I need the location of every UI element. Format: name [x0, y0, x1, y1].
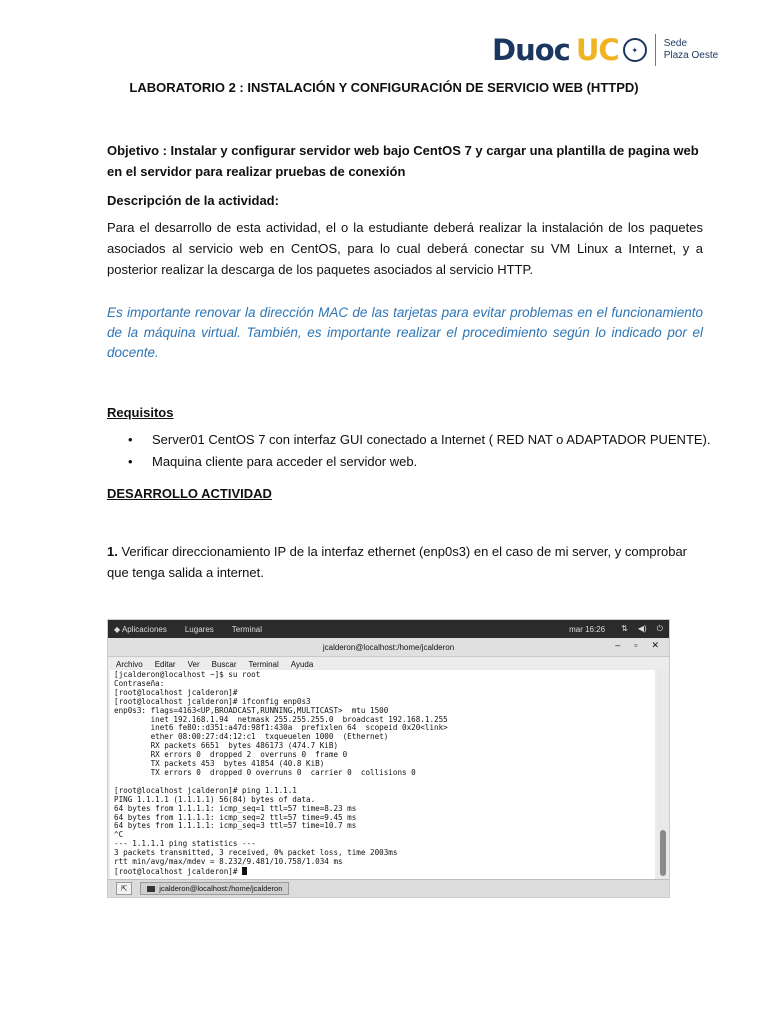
terminal-line: inet 192.168.1.94 netmask 255.255.255.0 broadcast 192.168.1.255 — [114, 714, 448, 724]
logo-divider — [655, 34, 656, 66]
terminal-line: ^C — [114, 830, 124, 840]
terminal-line: TX packets 453 bytes 41854 (40.8 KiB) — [114, 759, 325, 769]
gnome-top-bar — [108, 620, 669, 638]
terminal-line: 64 bytes from 1.1.1.1: icmp_seq=2 ttl=57 time=9.45 ms — [114, 812, 357, 822]
requisito-text: Maquina cliente para acceder el servidor web. — [152, 454, 418, 469]
terminal-line: RX packets 6651 bytes 486173 (474.7 KiB) — [114, 741, 339, 751]
taskbar — [108, 879, 669, 897]
applications-menu[interactable]: ◆ Aplicaciones — [114, 624, 167, 634]
terminal-prompt: [root@localhost jcalderon]# — [114, 866, 243, 876]
menu-terminal[interactable]: Terminal — [248, 659, 279, 669]
volume-icon: ◀) — [637, 624, 647, 633]
system-tray[interactable] — [621, 624, 663, 634]
terminal-output[interactable] — [110, 670, 655, 880]
document-title: LABORATORIO 2 : INSTALACIÓN Y CONFIGURACIÓN DE SERVICIO WEB (HTTPD) — [129, 80, 639, 95]
applications-label: Aplicaciones — [121, 624, 167, 634]
menu-archivo[interactable]: Archivo — [116, 659, 143, 669]
taskbar-terminal-item[interactable] — [140, 882, 289, 895]
paso1-number: 1. — [107, 544, 118, 559]
terminal-line: rtt min/avg/max/mdev = 8.232/9.481/10.758/1.034 ms — [114, 857, 343, 867]
menu-ver[interactable]: Ver — [187, 659, 200, 669]
terminal-prompt-line — [114, 867, 651, 877]
terminal-line: [jcalderon@localhost ~]$ su root — [114, 670, 261, 679]
maximize-icon[interactable]: ▫ — [634, 640, 638, 650]
window-title: jcalderon@localhost:/home/jcalderon — [322, 642, 455, 652]
requisitos-heading: Requisitos — [107, 405, 174, 420]
window-controls — [615, 640, 659, 651]
terminal-scrollbar[interactable] — [657, 670, 669, 880]
duoc-uc-logo — [492, 30, 718, 70]
terminal-line: [root@localhost jcalderon]# ifconfig enp0s3 — [114, 696, 311, 706]
terminal-line: [root@localhost jcalderon]# — [114, 687, 238, 697]
nota-importante: Es importante renovar la dirección MAC de las tarjetas para evitar problemas en el funcionamiento de la máquina virtual. También, es importante realizar el procedimiento según lo indicado por el docente. — [107, 305, 703, 360]
bullet-icon: • — [128, 454, 133, 469]
terminal-line: RX errors 0 dropped 2 overruns 0 frame 0 — [114, 750, 348, 760]
terminal-line: PING 1.1.1.1 (1.1.1.1) 56(84) bytes of data. — [114, 794, 316, 804]
terminal-line: 64 bytes from 1.1.1.1: icmp_seq=3 ttl=57 time=10.7 ms — [114, 821, 357, 831]
terminal-menu[interactable]: Terminal — [231, 624, 263, 634]
terminal-line: Contraseña: — [114, 678, 165, 688]
clock[interactable]: mar 16:26 — [569, 624, 606, 634]
terminal-line: 3 packets transmitted, 3 received, 0% packet loss, time 2003ms — [114, 848, 398, 858]
menu-ayuda[interactable]: Ayuda — [290, 659, 314, 669]
network-icon: ⇅ — [621, 624, 628, 633]
terminal-line: [root@localhost jcalderon]# ping 1.1.1.1 — [114, 785, 297, 795]
descripcion-paragraph: Para el desarrollo de esta actividad, el o la estudiante deberá realizar la instalación de los paquetes asociados al servicio web en CentOS, para lo cual deberá conectar su VM Linux a Internet, y a posterior realizar la descarga de los paquetes asociados al servicio HTTP. — [107, 220, 703, 277]
terminal-menubar — [108, 657, 669, 671]
paso1-paragraph — [107, 541, 703, 583]
terminal-line: ether 08:00:27:d4:12:c1 txqueuelen 1000 (Ethernet) — [114, 732, 389, 742]
terminal-cursor — [242, 867, 247, 875]
close-icon[interactable]: ✕ — [651, 640, 659, 650]
terminal-line: TX errors 0 dropped 0 overruns 0 carrier 0 collisions 0 — [114, 767, 416, 777]
logo-sede-line2: Plaza Oeste — [663, 50, 719, 61]
bullet-icon: • — [128, 432, 133, 447]
logo-duoc-text: Duoc — [492, 33, 570, 67]
paso1-text: Verificar direccionamiento IP de la interfaz ethernet (enp0s3) en el caso de mi server, y comprobar que tenga salida a internet. — [107, 544, 688, 580]
window-titlebar — [108, 638, 669, 657]
seal-icon: ✦ — [623, 38, 647, 62]
scrollbar-thumb[interactable] — [660, 830, 666, 876]
descripcion-heading: Descripción de la actividad: — [107, 193, 279, 208]
requisito-text: Server01 CentOS 7 con interfaz GUI conectado a Internet ( RED NAT o ADAPTADOR PUENTE). — [152, 432, 711, 447]
logo-sede-line1: Sede — [663, 38, 688, 49]
terminal-screenshot — [107, 619, 670, 898]
terminal-line: enp0s3: flags=4163<UP,BROADCAST,RUNNING,MULTICAST> mtu 1500 — [114, 705, 389, 715]
minimize-icon[interactable]: – — [615, 640, 621, 650]
places-menu[interactable]: Lugares — [184, 624, 214, 634]
requisito-item — [128, 432, 711, 447]
terminal-icon — [147, 886, 155, 892]
menu-buscar[interactable]: Buscar — [211, 659, 237, 669]
logo-uc-text: UC — [575, 33, 619, 67]
power-icon: ⏻ — [656, 624, 663, 633]
show-desktop-icon[interactable]: ⇱ — [116, 882, 132, 895]
requisito-item — [128, 454, 417, 469]
taskbar-item-label: jcalderon@localhost:/home/jcalderon — [159, 884, 283, 893]
terminal-line: inet6 fe80::d351:a47d:98f1:430a prefixlen 64 scopeid 0x20<link> — [114, 723, 448, 733]
logo-sede — [664, 38, 718, 62]
terminal-line: --- 1.1.1.1 ping statistics --- — [114, 839, 256, 849]
menu-editar[interactable]: Editar — [154, 659, 176, 669]
terminal-line: 64 bytes from 1.1.1.1: icmp_seq=1 ttl=57 time=8.23 ms — [114, 803, 357, 813]
desarrollo-heading: DESARROLLO ACTIVIDAD — [107, 486, 272, 501]
objetivo-paragraph: Objetivo : Instalar y configurar servidor web bajo CentOS 7 y cargar una plantilla de pagina web en el servidor para realizar pruebas de conexión — [107, 143, 699, 179]
